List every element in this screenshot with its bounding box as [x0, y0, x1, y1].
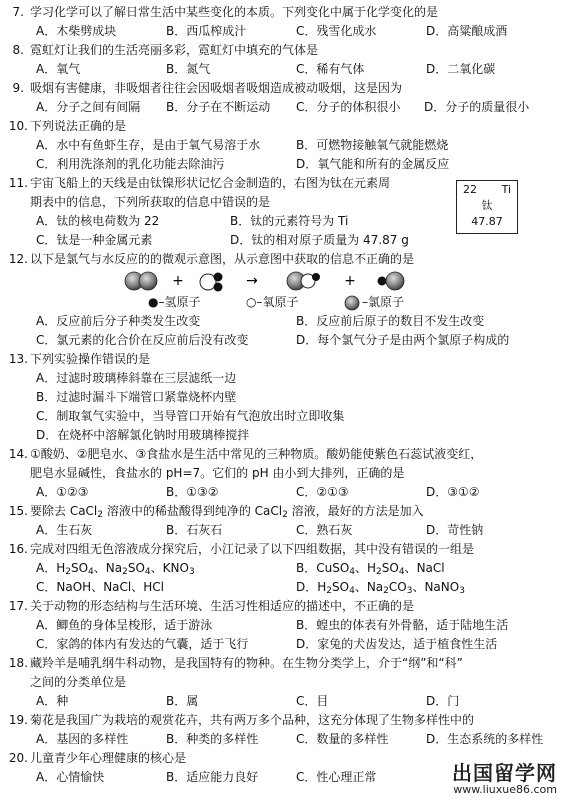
option-c: C．钛是一种金属元素 — [36, 233, 153, 247]
question-number: 11. — [8, 176, 28, 190]
subscript: 3 — [188, 567, 195, 577]
question-number: 20. — [8, 751, 28, 765]
option-a: A．水中有鱼虾生存，是由于氧气易溶于水 — [36, 138, 261, 152]
option-b: B．钛的元素符号为 Ti — [230, 214, 349, 228]
subscript: 3 — [406, 586, 413, 596]
formula-part: H — [56, 561, 66, 575]
option-c: C．性心理正常 — [296, 770, 377, 784]
question-number: 7. — [12, 5, 24, 19]
option-b: B．适应能力良好 — [166, 770, 259, 784]
option-c: C．分子的体积很小 — [296, 100, 401, 114]
question-stem: 完成对四组无色溶液成分探究后，小江记录了以下四组数据，其中没有错误的一组是 — [30, 542, 475, 556]
option-d: D．氧气能和所有的金属反应 — [296, 157, 450, 171]
question-9 — [0, 79, 563, 117]
plus-sign: + — [344, 273, 356, 289]
question-7 — [0, 3, 563, 41]
hydrogen-chloride-molecule — [378, 272, 405, 290]
question-number: 15. — [8, 504, 28, 518]
option-a: A．木柴劈成块 — [36, 24, 117, 38]
formula-part: SO — [381, 561, 399, 575]
option-d — [296, 578, 465, 597]
option-d: D．在烧杯中溶解氯化钠时用玻璃棒搅拌 — [36, 428, 250, 442]
subscript: 2 — [383, 586, 389, 596]
option-d: D．家兔的犬齿发达，适于植食性生活 — [296, 637, 498, 651]
reaction-diagram — [0, 269, 563, 293]
question-14 — [0, 445, 563, 502]
question-stem: 菊花是我国广为栽培的观赏花卉，共有两万多个品种，这充分体现了生物多样性中的 — [30, 713, 475, 727]
element-symbol: Ti — [501, 183, 511, 196]
option-b: B．石灰石 — [166, 523, 223, 537]
option-b: B．分子在不断运动 — [166, 100, 271, 114]
watermark-title: 出国留学网 — [452, 761, 557, 785]
stem-part: 要除去 CaCl — [30, 504, 98, 518]
watermark — [452, 762, 557, 796]
formula-part: SO — [70, 561, 89, 575]
legend-chlorine-label: –氯原子 — [362, 295, 405, 309]
watermark-url: www.liuxue86.com — [453, 783, 557, 796]
subscript: 4 — [349, 567, 356, 577]
formula-part: 、NaCl — [404, 561, 445, 575]
water-molecule — [200, 273, 223, 292]
option-b: B．可燃物接触氧气就能燃烧 — [296, 138, 449, 152]
option-a — [36, 559, 195, 578]
question-17 — [0, 597, 563, 654]
plus-sign: + — [172, 273, 184, 289]
question-stem: 宇宙飞船上的天线是由钛镍形状记忆合金制造的，右图为钛在元素周 — [30, 176, 391, 190]
formula-part: H — [317, 580, 327, 594]
question-18 — [0, 654, 563, 711]
option-a: A．过滤时玻璃棒斜靠在三层滤纸一边 — [36, 371, 237, 385]
hypochlorous-acid-molecule — [287, 272, 320, 290]
question-stem: 儿童青少年心理健康的核心是 — [30, 751, 187, 765]
legend-chlorine — [344, 293, 404, 312]
option-a: A．种 — [36, 694, 69, 708]
exam-sheet — [0, 3, 563, 787]
option-d: D．每个氯气分子是由两个氯原子构成的 — [296, 333, 510, 347]
option-c: C．家鸽的体内有发达的气囊，适于飞行 — [36, 637, 249, 651]
question-number: 9. — [12, 81, 24, 95]
formula-part: SO — [332, 580, 350, 594]
option-d: D．二氧化碳 — [426, 62, 496, 76]
option-c: C．目 — [296, 694, 329, 708]
question-stem: 学习化学可以了解日常生活中某些变化的本质。下列变化中属于化学变化的是 — [30, 5, 439, 19]
option-d: D．钛的相对原子质量为 47.87 g — [230, 233, 409, 247]
option-label: D． — [296, 580, 318, 594]
question-number: 17. — [8, 599, 28, 613]
option-d: D．高粱酿成酒 — [426, 24, 508, 38]
subscript: 4 — [349, 586, 355, 596]
formula-part: 、H — [355, 561, 377, 575]
question-stem-continued: 肥皂水显碱性，食盐水的 pH=7。它们的 pH 由小到大排列，正确的是 — [30, 466, 405, 480]
chlorine-molecule — [125, 272, 157, 290]
option-a: A．①②③ — [36, 485, 89, 499]
stem-part: 溶液中的稀盐酸得到纯净的 CaCl — [103, 504, 283, 518]
question-stem: ①酸奶、②肥皂水、③食盐水是生活中常见的三种物质。酸奶能使紫色石蕊试液变红， — [30, 447, 483, 461]
option-c: C．利用洗涤剂的乳化功能去除油污 — [36, 157, 225, 171]
diagram-legend — [0, 293, 563, 312]
option-d: D．③①② — [426, 485, 480, 499]
reaction-diagram-svg — [120, 269, 450, 293]
option-a: A．反应前后分子种类发生改变 — [36, 314, 201, 328]
question-number: 18. — [8, 656, 28, 670]
option-a: A．鲫鱼的身体呈梭形，适于游泳 — [36, 618, 213, 632]
option-a: A．钛的核电荷数为 22 — [36, 214, 160, 228]
option-label: B． — [296, 561, 317, 575]
option-b: B．氮气 — [166, 62, 211, 76]
question-stem: 下列实验操作错误的是 — [30, 352, 151, 366]
option-b: B．反应前后原子的数目不发生改变 — [296, 314, 485, 328]
formula-part: 、Na — [354, 580, 384, 594]
question-stem-continued: 期表中的信息，下列所获取的信息中错误的是 — [30, 195, 271, 209]
option-a: A．基因的多样性 — [36, 732, 129, 746]
subscript: 4 — [398, 567, 405, 577]
arrow-sign: → — [246, 273, 258, 289]
question-16 — [0, 540, 563, 597]
option-b: B．西瓜榨成汁 — [166, 24, 247, 38]
question-10 — [0, 117, 563, 174]
chlorine-atom-icon — [344, 295, 360, 311]
option-c: C．残雪化成水 — [296, 24, 377, 38]
option-c: C．稀有气体 — [296, 62, 365, 76]
subscript: 2 — [97, 510, 103, 520]
subscript: 4 — [88, 567, 94, 577]
option-d: D．生态系统的多样性 — [426, 732, 544, 746]
atomic-number: 22 — [463, 183, 477, 196]
subscript: 2 — [326, 586, 333, 596]
question-stem: 霓虹灯让我们的生活亮丽多彩，霓虹灯中填充的气体是 — [30, 43, 319, 57]
question-8 — [0, 41, 563, 79]
option-c: C．熟石灰 — [296, 523, 353, 537]
option-c: C．②①③ — [296, 485, 349, 499]
question-number: 12. — [8, 252, 28, 266]
question-number: 14. — [8, 447, 28, 461]
subscript: 2 — [282, 510, 288, 520]
question-12 — [0, 250, 563, 350]
formula-part: CO — [388, 580, 407, 594]
question-stem-continued: 之间的分类单位是 — [30, 675, 127, 689]
option-d: D．门 — [426, 694, 460, 708]
option-label: A． — [36, 561, 57, 575]
option-a: A．生石灰 — [36, 523, 93, 537]
formula-part: 、KNO — [150, 561, 189, 575]
question-13 — [0, 350, 563, 445]
option-a: A．分子之间有间隔 — [36, 100, 141, 114]
option-a: A．心情愉快 — [36, 770, 105, 784]
option-b — [296, 559, 445, 578]
subscript: 4 — [144, 567, 151, 577]
question-stem: 关于动物的形态结构与生活环境、生活习性相适应的描述中，不正确的是 — [30, 599, 415, 613]
option-c — [36, 578, 164, 597]
option-c: C．制取氧气实验中，当导管口开始有气泡放出时立即收集 — [36, 409, 345, 423]
subscript: 2 — [376, 567, 382, 577]
question-number: 19. — [8, 713, 28, 727]
option-c: C．氯元素的化合价在反应前后没有改变 — [36, 333, 249, 347]
titanium-element-card — [456, 180, 518, 234]
stem-part: 溶液，最好的方法是加入 — [287, 504, 424, 518]
option-a: A．氧气 — [36, 62, 81, 76]
element-name: 钛 — [481, 199, 493, 212]
question-number: 13. — [8, 352, 28, 366]
option-d: D．苛性钠 — [426, 523, 484, 537]
option-b: B．蝗虫的体表有外骨骼，适于陆地生活 — [296, 618, 509, 632]
option-c: C．数量的多样性 — [296, 732, 389, 746]
formula-part: 、NaNO — [412, 580, 460, 594]
option-b: B．过滤时漏斗下端管口紧靠烧杯内壁 — [36, 390, 237, 404]
subscript: 2 — [122, 567, 128, 577]
formula-part: 、Na — [93, 561, 123, 575]
question-number: 8. — [12, 43, 24, 57]
question-stem: 吸烟有害健康，非吸烟者往往会因吸烟者吸烟造成被动吸烟，这是因为 — [30, 81, 403, 95]
option-d: D．分子的质量很小 — [424, 100, 530, 114]
option-b: B．①③② — [166, 485, 219, 499]
question-number: 10. — [8, 119, 28, 133]
question-stem: 下列说法正确的是 — [30, 119, 127, 133]
subscript: 3 — [459, 586, 465, 596]
formula-part: SO — [127, 561, 145, 575]
question-number: 16. — [8, 542, 28, 556]
atomic-mass: 47.87 — [471, 215, 503, 228]
formula-part: CuSO — [316, 561, 350, 575]
legend-hydrogen: ●–氢原子 — [148, 295, 201, 309]
subscript: 2 — [65, 567, 71, 577]
question-19 — [0, 711, 563, 749]
question-15 — [0, 502, 563, 540]
question-stem — [30, 504, 424, 518]
formula-part: NaOH、NaCl、HCl — [56, 580, 164, 594]
legend-oxygen: ○–氧原子 — [246, 295, 299, 309]
option-b: B．属 — [166, 694, 199, 708]
option-label: C． — [36, 580, 57, 594]
question-stem: 以下是氯气与水反应的的微观示意图，从示意图中获取的信息不正确的是 — [30, 252, 415, 266]
option-b: B．种类的多样性 — [166, 732, 259, 746]
question-stem: 藏羚羊是哺乳纲牛科动物，是我国特有的物种。在生物分类学上，介于“纲”和“科” — [30, 656, 463, 670]
